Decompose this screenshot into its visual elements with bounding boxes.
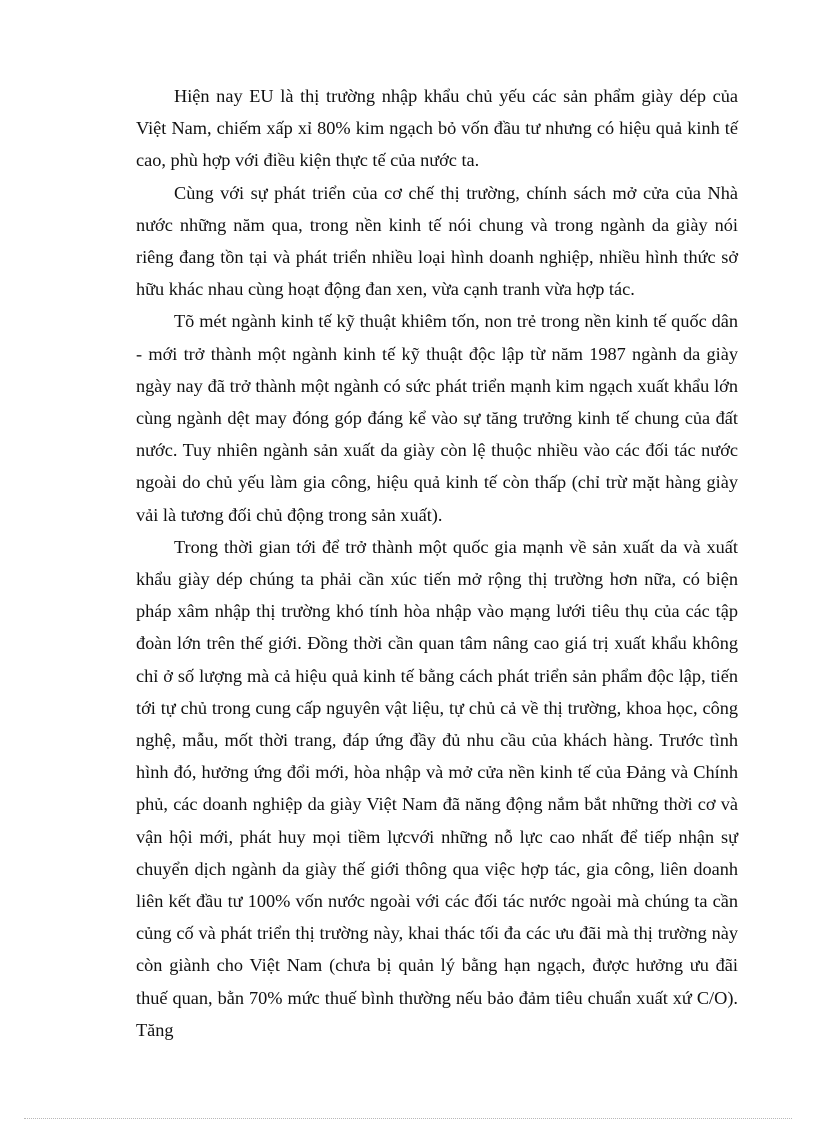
document-body	[136, 80, 738, 1046]
paragraph-4: Trong thời gian tới để trở thành một quốc gia mạnh về sản xuất da và xuất khẩu giày dép chúng ta phải cần xúc tiến mở rộng thị trường hơn nữa, có biện pháp xâm nhập thị trường khó tính hòa nhập vào mạng lưới tiêu thụ của các tập đoàn lớn trên thế giới. Đồng thời cần quan tâm nâng cao giá trị xuất khẩu không chỉ ở số lượng mà cả hiệu quả kinh tế bằng cách phát triển sản phẩm độc lập, tiến tới tự chủ trong cung cấp nguyên vật liệu, tự chủ cả về thị trường, khoa học, công nghệ, mẫu, mốt thời trang, đáp ứng đầy đủ nhu cầu của khách hàng. Trước tình hình đó, hưởng ứng đổi mới, hòa nhập và mở cửa nền kinh tế của Đảng và Chính phủ, các doanh nghiệp da giày Việt Nam đã năng động nắm bắt những thời cơ và vận hội mới, phát huy mọi tiềm lựcvới những nỗ lực cao nhất để tiếp nhận sự chuyển dịch ngành da giày thế giới thông qua việc hợp tác, gia công, liên doanh liên kết đầu tư 100% vốn nước ngoài với các đối tác nước ngoài mà chúng ta cần củng cố và phát triển thị trường này, khai thác tối đa các ưu đãi mà thị trường này còn giành cho Việt Nam (chưa bị quản lý bằng hạn ngạch, được hưởng ưu đãi thuế quan, bằn 70% mức thuế bình thường nếu bảo đảm tiêu chuẩn xuất xứ C/O). Tăng	[136, 536, 738, 1040]
page-bottom-divider	[24, 1118, 792, 1119]
paragraph-1: Hiện nay EU là thị trường nhập khẩu chủ yếu các sản phẩm giày dép của Việt Nam, chiếm xấp xỉ 80% kim ngạch bỏ vốn đầu tư nhưng có hiệu quả kinh tế cao, phù hợp với điều kiện thực tế của nước ta.	[136, 86, 738, 171]
paragraph-3: Tõ mét ngành kinh tế kỹ thuật khiêm tốn, non trẻ trong nền kinh tế quốc dân - mới trở thành một ngành kinh tế kỹ thuật độc lập từ năm 1987 ngành da giày ngày nay đã trở thành một ngành có sức phát triển mạnh kim ngạch xuất khẩu lớn cùng ngành dệt may đóng góp đáng kể vào sự tăng trưởng kinh tế chung của đất nước. Tuy nhiên ngành sản xuất da giày còn lệ thuộc nhiều vào các đối tác nước ngoài do chủ yếu làm gia công, hiệu quả kinh tế còn thấp (chỉ trừ mặt hàng giày vải là tương đối chủ động trong sản xuất).	[136, 311, 738, 525]
paragraph-2: Cùng với sự phát triển của cơ chế thị trường, chính sách mở cửa của Nhà nước những năm qua, trong nền kinh tế nói chung và trong ngành da giày nói riêng đang tồn tại và phát triển nhiều loại hình doanh nghiệp, nhiều hình thức sở hữu khác nhau cùng hoạt động đan xen, vừa cạnh tranh vừa hợp tác.	[136, 182, 738, 300]
